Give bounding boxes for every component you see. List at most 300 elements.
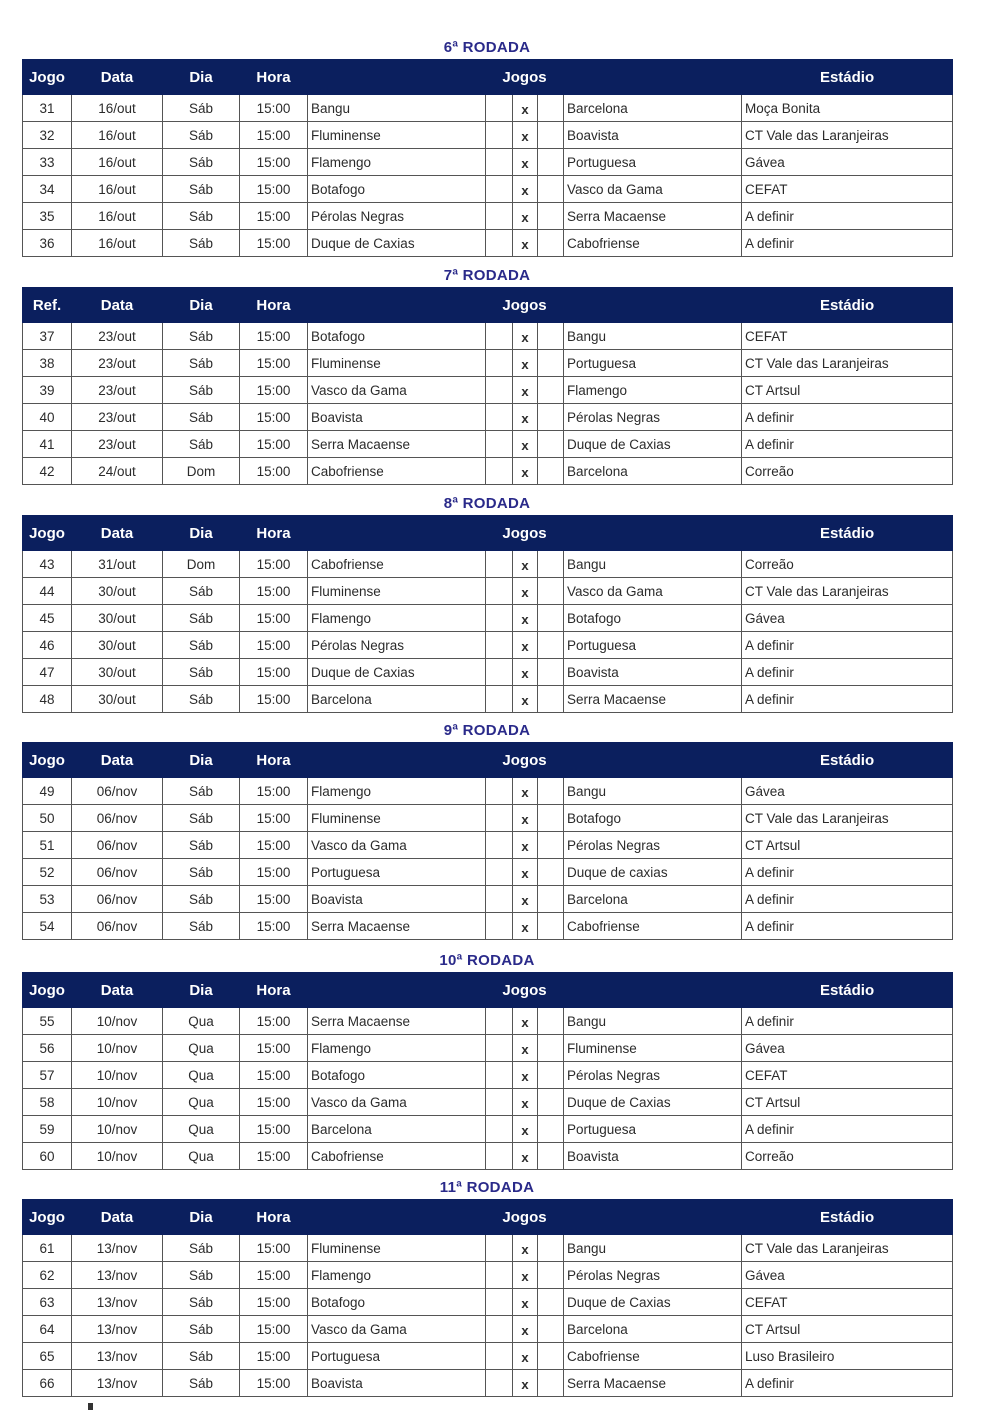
home-team: Pérolas Negras xyxy=(308,632,486,659)
table-row xyxy=(23,605,953,632)
game-time: 15:00 xyxy=(240,686,308,713)
game-day: Sáb xyxy=(163,404,240,431)
home-score xyxy=(486,203,513,230)
col-header-jogos: Jogos xyxy=(308,1200,742,1235)
game-date: 30/out xyxy=(72,605,163,632)
game-day: Sáb xyxy=(163,149,240,176)
col-header-data: Data xyxy=(72,60,163,95)
round-section xyxy=(22,720,952,940)
stadium: A definir xyxy=(742,859,953,886)
game-time: 15:00 xyxy=(240,805,308,832)
stadium: CT Artsul xyxy=(742,377,953,404)
away-team: Cabofriense xyxy=(564,913,742,940)
home-team: Duque de Caxias xyxy=(308,659,486,686)
game-day: Sáb xyxy=(163,323,240,350)
away-score xyxy=(538,458,564,485)
away-score xyxy=(538,1008,564,1035)
round-title: 6ª RODADA xyxy=(443,39,531,56)
versus-mark: x xyxy=(513,1235,538,1262)
home-score xyxy=(486,832,513,859)
col-header-number: Jogo xyxy=(23,60,72,95)
game-number: 52 xyxy=(23,859,72,886)
away-score xyxy=(538,1262,564,1289)
table-row xyxy=(23,122,953,149)
round-section xyxy=(22,950,952,1170)
home-team: Botafogo xyxy=(308,1289,486,1316)
game-time: 15:00 xyxy=(240,1143,308,1170)
home-team: Barcelona xyxy=(308,686,486,713)
away-team: Bangu xyxy=(564,1235,742,1262)
table-row xyxy=(23,377,953,404)
col-header-number: Ref. xyxy=(23,288,72,323)
col-header-data: Data xyxy=(72,1200,163,1235)
home-score xyxy=(486,1235,513,1262)
away-team: Barcelona xyxy=(564,458,742,485)
home-score xyxy=(486,913,513,940)
schedule-table xyxy=(22,972,953,1170)
game-day: Sáb xyxy=(163,778,240,805)
game-number: 42 xyxy=(23,458,72,485)
away-team: Pérolas Negras xyxy=(564,1262,742,1289)
away-team: Vasco da Gama xyxy=(564,176,742,203)
away-team: Barcelona xyxy=(564,1316,742,1343)
game-time: 15:00 xyxy=(240,458,308,485)
table-row xyxy=(23,1316,953,1343)
game-time: 15:00 xyxy=(240,377,308,404)
game-time: 15:00 xyxy=(240,659,308,686)
game-date: 10/nov xyxy=(72,1143,163,1170)
home-team: Vasco da Gama xyxy=(308,377,486,404)
away-team: Barcelona xyxy=(564,95,742,122)
table-row xyxy=(23,350,953,377)
game-day: Sáb xyxy=(163,605,240,632)
versus-mark: x xyxy=(513,431,538,458)
versus-mark: x xyxy=(513,1089,538,1116)
versus-mark: x xyxy=(513,404,538,431)
table-row xyxy=(23,1143,953,1170)
stadium: A definir xyxy=(742,913,953,940)
game-date: 23/out xyxy=(72,431,163,458)
home-score xyxy=(486,1289,513,1316)
away-team: Portuguesa xyxy=(564,632,742,659)
game-time: 15:00 xyxy=(240,859,308,886)
home-team: Cabofriense xyxy=(308,458,486,485)
away-score xyxy=(538,1143,564,1170)
round-section xyxy=(22,37,952,257)
game-number: 34 xyxy=(23,176,72,203)
game-time: 15:00 xyxy=(240,551,308,578)
home-score xyxy=(486,659,513,686)
stadium: Correão xyxy=(742,551,953,578)
game-date: 16/out xyxy=(72,230,163,257)
stadium: Gávea xyxy=(742,149,953,176)
game-number: 51 xyxy=(23,832,72,859)
game-date: 06/nov xyxy=(72,886,163,913)
game-date: 10/nov xyxy=(72,1008,163,1035)
col-header-estadio: Estádio xyxy=(742,743,953,778)
home-team: Portuguesa xyxy=(308,1343,486,1370)
game-day: Sáb xyxy=(163,578,240,605)
game-time: 15:00 xyxy=(240,1116,308,1143)
stadium: A definir xyxy=(742,203,953,230)
home-score xyxy=(486,578,513,605)
stadium: CEFAT xyxy=(742,323,953,350)
game-time: 15:00 xyxy=(240,632,308,659)
game-time: 15:00 xyxy=(240,404,308,431)
home-score xyxy=(486,1262,513,1289)
game-date: 06/nov xyxy=(72,778,163,805)
col-header-number: Jogo xyxy=(23,743,72,778)
game-time: 15:00 xyxy=(240,1262,308,1289)
home-score xyxy=(486,230,513,257)
versus-mark: x xyxy=(513,913,538,940)
table-row xyxy=(23,859,953,886)
col-header-number: Jogo xyxy=(23,1200,72,1235)
home-team: Barcelona xyxy=(308,1116,486,1143)
versus-mark: x xyxy=(513,832,538,859)
table-row xyxy=(23,1062,953,1089)
round-section xyxy=(22,493,952,713)
versus-mark: x xyxy=(513,1316,538,1343)
away-score xyxy=(538,323,564,350)
game-date: 10/nov xyxy=(72,1089,163,1116)
game-number: 54 xyxy=(23,913,72,940)
home-team: Pérolas Negras xyxy=(308,203,486,230)
table-row xyxy=(23,551,953,578)
away-score xyxy=(538,377,564,404)
game-time: 15:00 xyxy=(240,323,308,350)
table-row xyxy=(23,1370,953,1397)
game-date: 16/out xyxy=(72,95,163,122)
game-date: 23/out xyxy=(72,350,163,377)
table-row xyxy=(23,1235,953,1262)
away-team: Fluminense xyxy=(564,1035,742,1062)
col-header-number: Jogo xyxy=(23,516,72,551)
header-row xyxy=(23,60,953,95)
game-number: 47 xyxy=(23,659,72,686)
table-row xyxy=(23,886,953,913)
game-day: Sáb xyxy=(163,659,240,686)
game-number: 39 xyxy=(23,377,72,404)
away-score xyxy=(538,122,564,149)
game-date: 30/out xyxy=(72,632,163,659)
table-row xyxy=(23,1008,953,1035)
away-score xyxy=(538,551,564,578)
schedule-table xyxy=(22,287,953,485)
header-row xyxy=(23,743,953,778)
game-number: 53 xyxy=(23,886,72,913)
home-team: Flamengo xyxy=(308,605,486,632)
home-score xyxy=(486,1062,513,1089)
home-team: Fluminense xyxy=(308,1235,486,1262)
col-header-hora: Hora xyxy=(240,288,308,323)
stadium: A definir xyxy=(742,404,953,431)
col-header-hora: Hora xyxy=(240,60,308,95)
home-team: Vasco da Gama xyxy=(308,1316,486,1343)
stadium: Moça Bonita xyxy=(742,95,953,122)
stadium: CT Vale das Laranjeiras xyxy=(742,350,953,377)
game-date: 06/nov xyxy=(72,832,163,859)
away-score xyxy=(538,832,564,859)
game-time: 15:00 xyxy=(240,1008,308,1035)
game-time: 15:00 xyxy=(240,149,308,176)
game-date: 30/out xyxy=(72,578,163,605)
game-day: Qua xyxy=(163,1143,240,1170)
game-number: 40 xyxy=(23,404,72,431)
game-number: 33 xyxy=(23,149,72,176)
versus-mark: x xyxy=(513,350,538,377)
col-header-dia: Dia xyxy=(163,743,240,778)
game-day: Dom xyxy=(163,458,240,485)
table-row xyxy=(23,404,953,431)
away-team: Duque de Caxias xyxy=(564,1289,742,1316)
game-time: 15:00 xyxy=(240,1089,308,1116)
home-team: Vasco da Gama xyxy=(308,832,486,859)
game-number: 49 xyxy=(23,778,72,805)
game-day: Sáb xyxy=(163,1370,240,1397)
versus-mark: x xyxy=(513,859,538,886)
game-day: Sáb xyxy=(163,632,240,659)
game-day: Sáb xyxy=(163,1343,240,1370)
home-team: Boavista xyxy=(308,404,486,431)
home-score xyxy=(486,122,513,149)
away-team: Duque de caxias xyxy=(564,859,742,886)
stadium: A definir xyxy=(742,1116,953,1143)
away-score xyxy=(538,1035,564,1062)
col-header-jogos: Jogos xyxy=(308,60,742,95)
home-team: Bangu xyxy=(308,95,486,122)
game-date: 13/nov xyxy=(72,1343,163,1370)
game-day: Sáb xyxy=(163,686,240,713)
home-score xyxy=(486,1343,513,1370)
stadium: A definir xyxy=(742,659,953,686)
away-team: Botafogo xyxy=(564,805,742,832)
away-team: Duque de Caxias xyxy=(564,1089,742,1116)
game-day: Qua xyxy=(163,1035,240,1062)
round-section xyxy=(22,1177,952,1397)
col-header-number: Jogo xyxy=(23,973,72,1008)
stadium: CEFAT xyxy=(742,176,953,203)
game-date: 13/nov xyxy=(72,1235,163,1262)
col-header-jogos: Jogos xyxy=(308,743,742,778)
away-team: Serra Macaense xyxy=(564,686,742,713)
game-number: 36 xyxy=(23,230,72,257)
game-date: 30/out xyxy=(72,659,163,686)
away-score xyxy=(538,805,564,832)
away-team: Bangu xyxy=(564,323,742,350)
game-time: 15:00 xyxy=(240,230,308,257)
game-time: 15:00 xyxy=(240,95,308,122)
home-team: Boavista xyxy=(308,886,486,913)
table-row xyxy=(23,149,953,176)
away-score xyxy=(538,632,564,659)
game-number: 64 xyxy=(23,1316,72,1343)
away-score xyxy=(538,176,564,203)
away-score xyxy=(538,1089,564,1116)
game-number: 46 xyxy=(23,632,72,659)
game-day: Sáb xyxy=(163,203,240,230)
schedule-table xyxy=(22,1199,953,1397)
game-date: 23/out xyxy=(72,377,163,404)
game-date: 24/out xyxy=(72,458,163,485)
table-row xyxy=(23,578,953,605)
home-score xyxy=(486,686,513,713)
table-row xyxy=(23,1035,953,1062)
home-team: Flamengo xyxy=(308,1262,486,1289)
table-row xyxy=(23,659,953,686)
game-date: 06/nov xyxy=(72,805,163,832)
home-score xyxy=(486,605,513,632)
stadium: A definir xyxy=(742,886,953,913)
home-team: Duque de Caxias xyxy=(308,230,486,257)
stadium: A definir xyxy=(742,686,953,713)
game-time: 15:00 xyxy=(240,1316,308,1343)
game-day: Qua xyxy=(163,1062,240,1089)
away-score xyxy=(538,686,564,713)
away-team: Serra Macaense xyxy=(564,203,742,230)
home-team: Cabofriense xyxy=(308,1143,486,1170)
schedule-table xyxy=(22,742,953,940)
game-day: Qua xyxy=(163,1116,240,1143)
game-number: 56 xyxy=(23,1035,72,1062)
game-number: 60 xyxy=(23,1143,72,1170)
home-score xyxy=(486,176,513,203)
stadium: A definir xyxy=(742,1370,953,1397)
game-number: 58 xyxy=(23,1089,72,1116)
away-team: Flamengo xyxy=(564,377,742,404)
home-team: Fluminense xyxy=(308,805,486,832)
versus-mark: x xyxy=(513,95,538,122)
versus-mark: x xyxy=(513,1116,538,1143)
home-team: Fluminense xyxy=(308,578,486,605)
versus-mark: x xyxy=(513,203,538,230)
away-score xyxy=(538,659,564,686)
home-score xyxy=(486,1035,513,1062)
stadium: Gávea xyxy=(742,605,953,632)
col-header-jogos: Jogos xyxy=(308,288,742,323)
game-number: 44 xyxy=(23,578,72,605)
col-header-hora: Hora xyxy=(240,973,308,1008)
game-time: 15:00 xyxy=(240,1289,308,1316)
game-number: 59 xyxy=(23,1116,72,1143)
versus-mark: x xyxy=(513,1062,538,1089)
versus-mark: x xyxy=(513,686,538,713)
table-row xyxy=(23,230,953,257)
home-score xyxy=(486,431,513,458)
game-time: 15:00 xyxy=(240,176,308,203)
versus-mark: x xyxy=(513,176,538,203)
stadium: CT Artsul xyxy=(742,832,953,859)
game-number: 45 xyxy=(23,605,72,632)
game-number: 61 xyxy=(23,1235,72,1262)
versus-mark: x xyxy=(513,458,538,485)
table-row xyxy=(23,176,953,203)
home-score xyxy=(486,377,513,404)
home-score xyxy=(486,886,513,913)
table-row xyxy=(23,1262,953,1289)
away-score xyxy=(538,1116,564,1143)
game-date: 13/nov xyxy=(72,1370,163,1397)
game-number: 66 xyxy=(23,1370,72,1397)
game-date: 31/out xyxy=(72,551,163,578)
col-header-dia: Dia xyxy=(163,288,240,323)
col-header-dia: Dia xyxy=(163,60,240,95)
game-date: 23/out xyxy=(72,323,163,350)
game-number: 35 xyxy=(23,203,72,230)
game-day: Sáb xyxy=(163,1262,240,1289)
table-row xyxy=(23,913,953,940)
away-score xyxy=(538,913,564,940)
stadium: A definir xyxy=(742,1008,953,1035)
game-number: 43 xyxy=(23,551,72,578)
game-date: 23/out xyxy=(72,404,163,431)
game-number: 41 xyxy=(23,431,72,458)
col-header-data: Data xyxy=(72,516,163,551)
game-time: 15:00 xyxy=(240,605,308,632)
game-time: 15:00 xyxy=(240,1235,308,1262)
away-team: Vasco da Gama xyxy=(564,578,742,605)
home-score xyxy=(486,1316,513,1343)
header-row xyxy=(23,288,953,323)
game-day: Sáb xyxy=(163,832,240,859)
away-team: Cabofriense xyxy=(564,1343,742,1370)
stadium: Gávea xyxy=(742,1035,953,1062)
versus-mark: x xyxy=(513,122,538,149)
stadium: Gávea xyxy=(742,1262,953,1289)
table-row xyxy=(23,1089,953,1116)
home-score xyxy=(486,859,513,886)
col-header-data: Data xyxy=(72,288,163,323)
away-score xyxy=(538,1316,564,1343)
game-number: 31 xyxy=(23,95,72,122)
home-score xyxy=(486,404,513,431)
game-day: Sáb xyxy=(163,122,240,149)
versus-mark: x xyxy=(513,551,538,578)
versus-mark: x xyxy=(513,1035,538,1062)
game-number: 32 xyxy=(23,122,72,149)
stadium: CT Vale das Laranjeiras xyxy=(742,1235,953,1262)
game-date: 13/nov xyxy=(72,1289,163,1316)
stadium: CT Artsul xyxy=(742,1316,953,1343)
game-day: Sáb xyxy=(163,176,240,203)
versus-mark: x xyxy=(513,1370,538,1397)
col-header-hora: Hora xyxy=(240,516,308,551)
home-score xyxy=(486,1008,513,1035)
away-score xyxy=(538,1062,564,1089)
table-row xyxy=(23,632,953,659)
home-team: Fluminense xyxy=(308,122,486,149)
stadium: Luso Brasileiro xyxy=(742,1343,953,1370)
col-header-data: Data xyxy=(72,973,163,1008)
col-header-jogos: Jogos xyxy=(308,973,742,1008)
game-date: 10/nov xyxy=(72,1062,163,1089)
game-time: 15:00 xyxy=(240,350,308,377)
home-score xyxy=(486,632,513,659)
away-score xyxy=(538,1370,564,1397)
stadium: A definir xyxy=(742,431,953,458)
table-row xyxy=(23,203,953,230)
home-score xyxy=(486,323,513,350)
away-score xyxy=(538,605,564,632)
home-team: Portuguesa xyxy=(308,859,486,886)
away-team: Botafogo xyxy=(564,605,742,632)
game-time: 15:00 xyxy=(240,1370,308,1397)
away-team: Pérolas Negras xyxy=(564,832,742,859)
away-team: Portuguesa xyxy=(564,1116,742,1143)
game-day: Sáb xyxy=(163,350,240,377)
away-team: Boavista xyxy=(564,659,742,686)
col-header-estadio: Estádio xyxy=(742,288,953,323)
